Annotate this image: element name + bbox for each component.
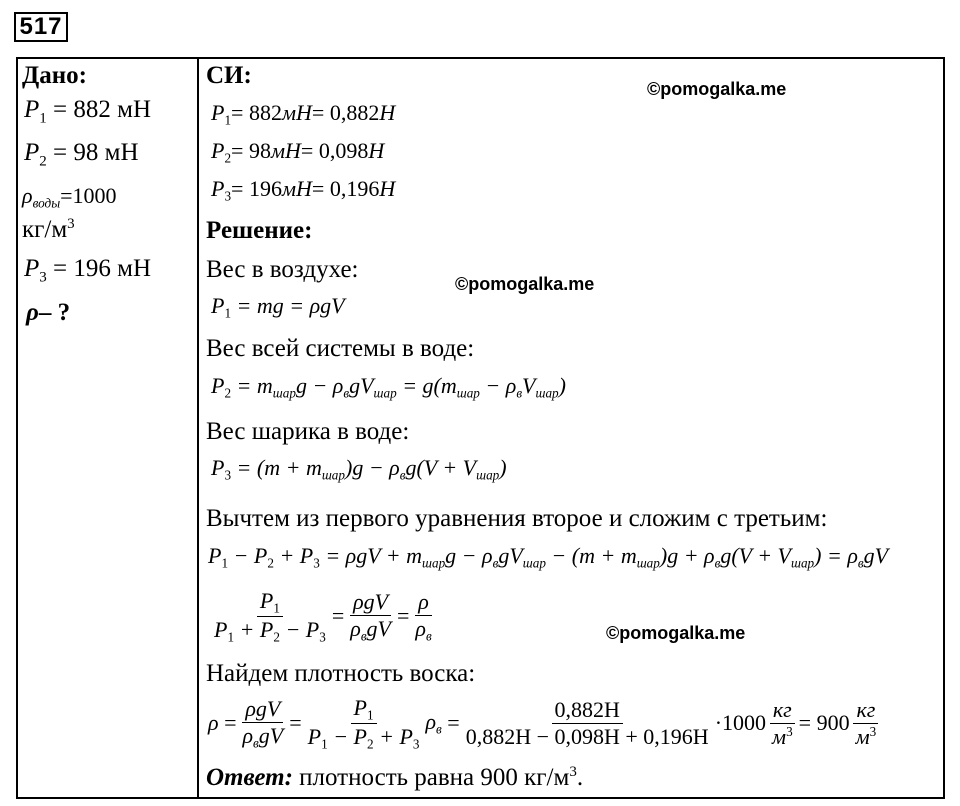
given-rho-water-unit: $кг/м^3$ [22, 216, 75, 243]
given-p2: $P_2 = 98$ мН [24, 139, 139, 170]
column-divider [197, 57, 199, 799]
given-unknown: ρ– ? [26, 299, 71, 326]
equation-combined: $P_1 - P_2 + P_3 = \rho gV + m_{шар}g - \rho_вgV_{шар} - (m + m_{шар})g + \rho_вg(V + V_{шар}) = \rho_вgV$ [208, 543, 889, 571]
given-rho-water: $\rho_{воды}=1000$ [22, 183, 117, 211]
given-heading: Дано: [22, 62, 87, 89]
problem-number: 517 [14, 12, 68, 42]
answer: Ответ: плотность равна 900 $кг/м^3$. [206, 764, 584, 791]
given-p1: $P_1 = 882$ мН [24, 96, 152, 127]
watermark: ©pomogalka.me [455, 274, 595, 294]
problem-table [16, 57, 945, 799]
si-heading: СИ: [206, 62, 252, 89]
density-text: Найдем плотность воска: [206, 660, 476, 687]
si-line-1: $P_1= 882мН= 0,882Н$ [211, 100, 396, 128]
weight-ball-text: Вес шарика в воде: [206, 418, 410, 445]
equation-p3: $P_3 = (m + m_{шар})g - \rho_вg(V + V_{шар})$ [211, 455, 507, 483]
weight-system-text: Вес всей системы в воде: [206, 335, 475, 362]
si-line-2: $P_2= 98мН= 0,098Н$ [211, 138, 385, 166]
si-line-3: $P_3= 196мН= 0,196Н$ [211, 176, 396, 204]
equation-density: ρ = $\frac{\text{ρgV}}{\rho_вgV}$ = $\frac{P_1}{P_1 - P_2 + P_3}$ $\rho_в$ = $\frac{0,882Н}{0,882Н - 0,098Н + 0,196Н}$ ·1000 $\frac{кг}{м^3}$ = 900 $\frac{кг}{м^3}$ [208, 695, 882, 752]
given-p3: $P_3 = 196$ мН [24, 255, 152, 286]
equation-p1: $P_1$ = mg = ρgV [211, 293, 345, 321]
watermark: ©pomogalka.me [647, 79, 787, 99]
weight-air-text: Вес в воздухе: [206, 256, 359, 283]
solution-heading: Решение: [206, 217, 313, 244]
watermark: ©pomogalka.me [606, 623, 746, 643]
equation-p2: $P_2 = m_{шар}g - \rho_вgV_{шар} = g(m_{шар} - \rho_вV_{шар})$ [211, 373, 566, 401]
equation-ratio: $\frac{P_1}{P_1 + P_2 - P_3}$ = $\frac{\text{ρgV}}{\rho_вgV}$ = $\frac{\rho}{\rho_в}$ [214, 588, 432, 645]
subtract-text: Вычтем из первого уравнения второе и сложим с третьим: [206, 505, 828, 532]
